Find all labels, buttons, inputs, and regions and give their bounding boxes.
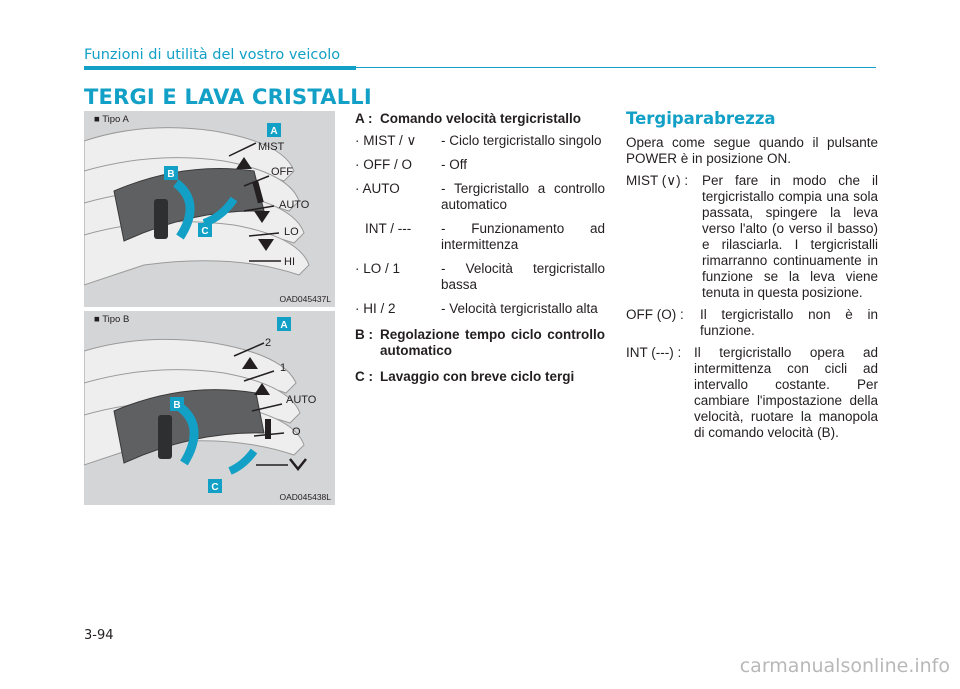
page-number: 3-94	[84, 628, 114, 643]
marker-a: A	[270, 126, 278, 137]
header-bar	[84, 66, 356, 70]
label-auto: AUTO	[279, 199, 310, 211]
legend-item: · AUTO - Tergicristallo a controllo automatico	[355, 181, 605, 212]
legend-item: INT / --- - Funzionamento ad intermittenza	[365, 221, 605, 252]
figure-tag: ■ Tipo A	[94, 114, 129, 125]
figure-type-b	[84, 311, 335, 505]
label-o: O	[292, 426, 301, 438]
wiper-lever-illustration-b	[84, 311, 335, 505]
marker-b: B	[167, 169, 175, 180]
figure-type-a	[84, 111, 335, 307]
figure-code: OAD045438L	[279, 492, 331, 502]
marker-c: C	[201, 226, 209, 237]
label-hi: HI	[284, 256, 295, 268]
header-rule	[356, 67, 876, 68]
wiper-def-off: OFF (O) : Il tergicristallo non è in funzione.	[626, 307, 878, 338]
watermark: carmanualsonline.info	[739, 655, 950, 677]
wiper-def-mist: MIST (∨) : Per fare in modo che il tergicristallo compia una sola passata, spingere la leva verso l'alto (o verso il basso) e rilasciarla. I tergicristalli rimarranno continuamente in funzione se la leva viene tenuta in questa posizione.	[626, 173, 878, 300]
label-auto: AUTO	[286, 394, 317, 406]
wiper-section	[626, 111, 878, 447]
marker-a: A	[280, 320, 288, 331]
legend-a: A : Comando velocità tergicristallo	[355, 111, 582, 126]
label-off: OFF	[271, 166, 293, 178]
wiper-def-int: INT (---) : Il tergicristallo opera ad intermittenza con cicli ad intervallo costante. Per cambiare l'impostazione della velocità, ruotare la manopola di comando velocità (B).	[626, 345, 878, 440]
section-title: TERGI E LAVA CRISTALLI	[84, 85, 372, 109]
legend-item: · LO / 1 - Velocità tergicristallo bassa	[355, 261, 605, 292]
legend-c: C : Lavaggio con breve ciclo tergi	[355, 369, 575, 384]
label-mist: MIST	[258, 141, 285, 153]
label-1: 1	[280, 362, 287, 374]
legend-item: · OFF / O - Off	[355, 157, 468, 172]
legend-item: · HI / 2 - Velocità tergicristallo alta	[355, 301, 598, 316]
legend-b: B : Regolazione tempo ciclo controllo automatico	[355, 327, 605, 358]
figure-tag: ■ Tipo B	[94, 314, 130, 325]
marker-c: C	[211, 482, 219, 493]
control-legend	[355, 111, 605, 391]
header-title: Funzioni di utilità del vostro veicolo	[84, 47, 341, 63]
wiper-lever-illustration-a	[84, 111, 335, 307]
marker-b: B	[173, 400, 181, 411]
label-lo: LO	[284, 226, 299, 238]
label-2: 2	[265, 337, 272, 349]
wiper-intro: Opera come segue quando il pulsante POWER è in posizione ON.	[626, 135, 878, 166]
legend-item: · MIST / ∨ - Ciclo tergicristallo singolo	[355, 133, 602, 148]
figure-code: OAD045437L	[279, 294, 331, 304]
wiper-title: Tergiparabrezza	[626, 109, 776, 128]
